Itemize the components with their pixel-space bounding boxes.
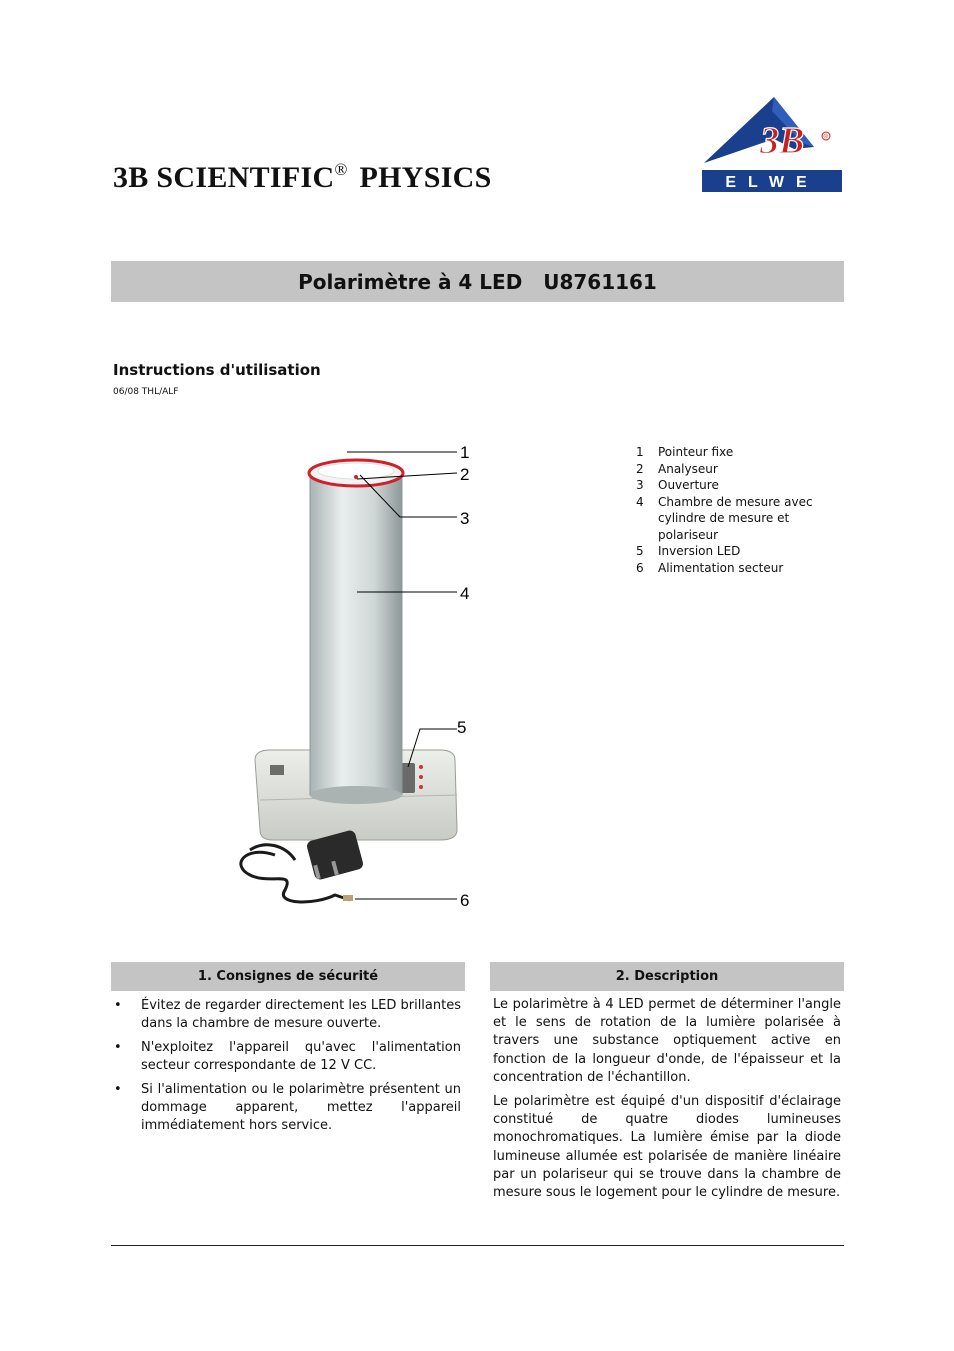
parts-legend <box>636 444 846 576</box>
description-paragraph: Le polarimètre est équipé d'un dispositif d'éclairage constitué de quatre diodes lumineuses monochromatiques. La lumière émise par la diode lumineuse allumée est polarisée de manière linéaire par un polariseur qui se trouve dans la chambre de mesure sous le logement pour le cylindre de mesure. <box>493 1094 841 1201</box>
description-paragraph: Le polarimètre à 4 LED permet de déterminer l'angle et le sens de rotation de la lumière polarisée à travers une substance optiquement active en fonction de la longueur d'onde, de l'épaisseur et la concentration de l'échantillon. <box>493 997 841 1085</box>
footer-divider <box>111 1245 844 1246</box>
description-body <box>493 996 841 1208</box>
legend-item <box>636 560 846 577</box>
safety-list <box>111 997 461 1141</box>
brand-title <box>113 160 492 195</box>
legend-number: 5 <box>636 544 644 558</box>
brand-main: 3B SCIENTIFIC <box>113 161 335 194</box>
brand-registered-mark: ® <box>334 160 348 179</box>
instructions-heading: Instructions d'utilisation <box>113 361 321 379</box>
safety-item: • Si l'alimentation ou le polarimètre présentent un dommage apparent, mettez l'appareil immédiatement hors service. <box>111 1081 461 1135</box>
safety-section-heading <box>111 962 465 991</box>
legend-text: Alimentation secteur <box>658 560 784 575</box>
callout-3: 3 <box>460 509 470 528</box>
legend-text: Chambre de mesure avec cylindre de mesure et polariseur <box>658 494 813 542</box>
legend-item <box>636 494 846 544</box>
product-title-bar <box>111 261 844 302</box>
legend-text: Pointeur fixe <box>658 445 734 459</box>
logo-registered-mark: ® <box>823 134 828 141</box>
legend-number: 3 <box>636 478 644 492</box>
callout-2: 2 <box>460 465 470 484</box>
polarimeter-figure <box>225 435 485 915</box>
legend-item <box>636 477 846 494</box>
callout-1: 1 <box>460 443 470 462</box>
safety-item: • N'exploitez l'appareil qu'avec l'alimentation secteur correspondante de 12 V CC. <box>111 1039 461 1075</box>
description-section-heading <box>490 962 844 991</box>
legend-number: 1 <box>636 445 644 459</box>
product-title: Polarimètre à 4 LED U8761161 <box>298 269 657 294</box>
legend-item <box>636 543 846 560</box>
legend-number: 6 <box>636 560 644 575</box>
brand-suffix: PHYSICS <box>351 161 492 194</box>
safety-heading-text: 1. Consignes de sécurité <box>197 969 379 984</box>
legend-text: Ouverture <box>658 478 719 492</box>
description-heading-text: 2. Description <box>615 969 719 984</box>
legend-item <box>636 461 846 478</box>
base-label <box>270 765 284 775</box>
legend-text: Analyseur <box>658 461 718 476</box>
led-switch <box>401 763 415 793</box>
legend-number: 2 <box>636 461 644 476</box>
callout-5: 5 <box>457 718 467 737</box>
logo-text: ELWE <box>725 174 819 191</box>
legend-item <box>636 444 846 461</box>
callout-6: 6 <box>460 891 470 910</box>
legend-text: Inversion LED <box>658 544 741 558</box>
3b-elwe-logo <box>702 95 842 193</box>
safety-item: • Évitez de regarder directement les LED brillantes dans la chambre de mesure ouverte. <box>111 997 461 1033</box>
document-code: 06/08 THL/ALF <box>113 387 179 397</box>
callout-4: 4 <box>460 584 470 603</box>
logo-mark: 3B <box>760 120 805 162</box>
legend-number: 4 <box>636 494 644 509</box>
